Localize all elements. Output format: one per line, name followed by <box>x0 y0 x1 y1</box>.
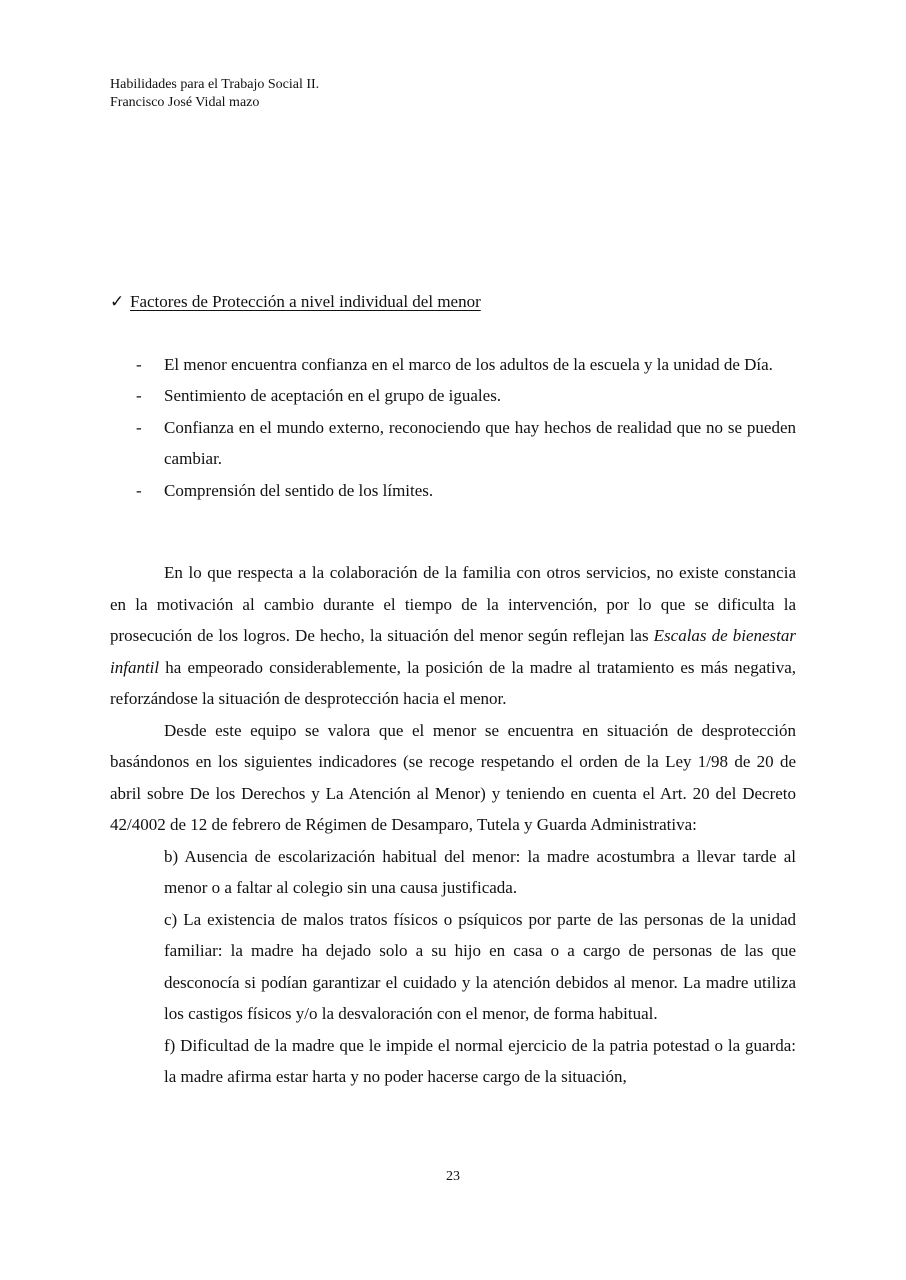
section-title-text: Factores de Protección a nivel individual del menor <box>130 292 481 311</box>
list-item <box>110 475 796 506</box>
indicator-f: f) Dificultad de la madre que le impide el normal ejercicio de la patria potestad o la guarda: la madre afirma estar harta y no poder hacerse cargo de la situación, <box>164 1035 796 1086</box>
list-item-text: Comprensión del sentido de los límites. <box>164 480 434 500</box>
list-dash: - <box>136 417 142 437</box>
indicator-c: c) La existencia de malos tratos físicos o psíquicos por parte de las personas de la unidad familiar: la madre ha dejado solo a su hijo en casa o a cargo de personas de las que desconocía si podían garantizar el cuidado y la atención debidos al menor. La madre utiliza los castigos físicos y/o la desvaloración con el menor, de forma habitual. <box>164 909 796 1023</box>
paragraph-text: ha empeorado considerablemente, la posición de la madre al tratamiento es más negativa, reforzándose la situación de desprotección hacia el menor. <box>110 657 796 708</box>
list-dash: - <box>136 386 142 406</box>
page-number: 23 <box>446 1169 460 1184</box>
list-item-text: El menor encuentra confianza en el marco de los adultos de la escuela y la unidad de Día. <box>164 355 773 374</box>
list-item <box>110 380 796 411</box>
header-author: Francisco José Vidal mazo <box>110 95 260 110</box>
indicator-b: b) Ausencia de escolarización habitual del menor: la madre acostumbra a llevar tarde al menor o a faltar al colegio sin una causa justificada. <box>164 846 796 897</box>
paragraph-collaboration <box>110 557 796 715</box>
list-dash: - <box>136 480 142 500</box>
running-header <box>110 76 319 112</box>
list-dash: - <box>136 355 142 374</box>
list-item <box>110 349 796 380</box>
document-body <box>110 557 796 1093</box>
section-heading <box>110 290 481 314</box>
list-item <box>110 412 796 475</box>
paragraph-assessment: Desde este equipo se valora que el menor se encuentra en situación de desprotección basándonos en los siguientes indicadores (se recoge respetando el orden de la Ley 1/98 de 20 de abril sobre De los Derechos y La Atención al Menor) y teniendo en cuenta el Art. 20 del Decreto 42/4002 de 12 de febrero de Régimen de Desamparo, Tutela y Guarda Administrativa: <box>110 720 796 834</box>
header-course-title: Habilidades para el Trabajo Social II. <box>110 77 320 92</box>
checkmark-icon: ✓ <box>110 292 125 311</box>
list-item-text: Confianza en el mundo externo, reconociendo que hay hechos de realidad que no se pueden cambiar. <box>164 417 796 469</box>
list-item-text: Sentimiento de aceptación en el grupo de iguales. <box>164 386 502 406</box>
protection-factors-list <box>110 349 796 506</box>
scale-name-italic: Escalas de bienestar infantil <box>110 626 796 677</box>
paragraph-text: En lo que respecta a la colaboración de la familia con otros servicios, no existe constancia en la motivación al cambio durante el tiempo de la intervención, por lo que se dificulta la prosecución de los logros. De hecho, la situación del menor según reflejan las <box>110 563 796 645</box>
